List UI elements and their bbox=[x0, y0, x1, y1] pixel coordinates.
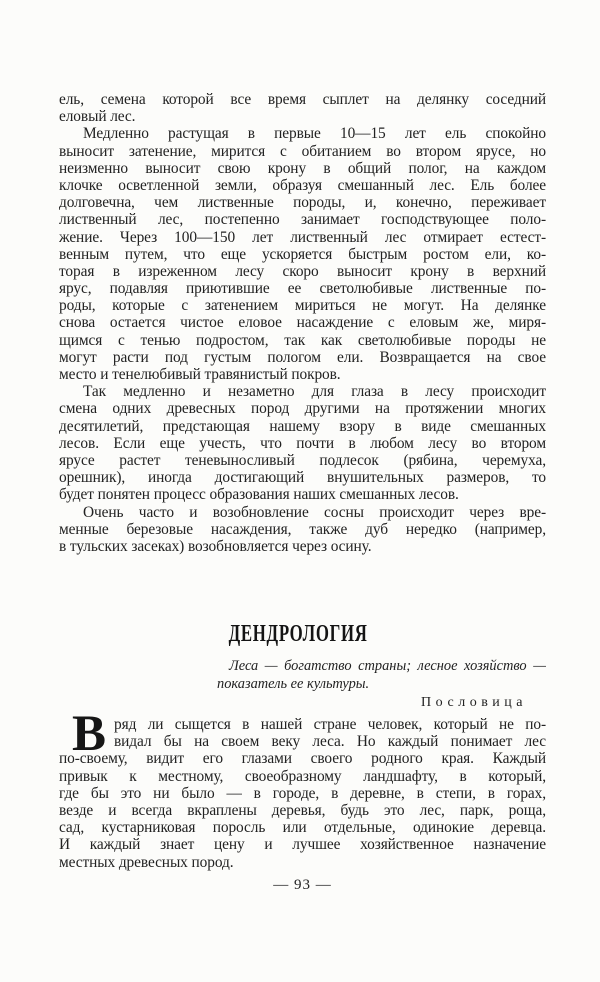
text-line: ряд ли сыщется в нашей стране человек, который не по- bbox=[114, 716, 546, 734]
text-line: в тульских засеках) возобновляется через осину. bbox=[59, 537, 372, 555]
paragraph-pine-regeneration bbox=[59, 504, 546, 556]
text-line: место и тенелюбивый травянистый покров. bbox=[59, 366, 341, 383]
text-line: ярус, подавляя приютившие ее светолюбивые лиственные по- bbox=[59, 280, 546, 298]
epigraph-line: показатель ее культуры. bbox=[217, 675, 370, 692]
text-line: везде и всегда вкраплены деревья, будь это лес, парк, роща, bbox=[59, 802, 546, 819]
text-line: привык к местному, своеобразному ландшафту, в который, bbox=[59, 767, 546, 785]
text-line: Медленно растущая в первые 10—15 лет ель спокойно bbox=[83, 125, 546, 143]
text-line: жение. Через 100—150 лет лиственный лес отмирает естест- bbox=[59, 228, 546, 246]
text-line: могут расти под густым пологом ели. Возвращается на свое bbox=[59, 348, 546, 366]
drop-cap: В bbox=[72, 706, 107, 763]
text-line: где бы это ни было — в городе, в деревне, в степи, в горах, bbox=[59, 784, 546, 802]
text-line: торая в изреженном лесу скоро выносит крону в верхний bbox=[59, 262, 546, 280]
chapter-heading: ДЕНДРОЛОГИЯ bbox=[228, 621, 368, 648]
text-line: орешник), иногда достигающий внушительных размеров, то bbox=[59, 469, 546, 487]
text-line: долговечна, чем лиственные породы, и, конечно, переживает bbox=[59, 194, 546, 212]
text-line: лесов. Если еще учесть, что почти в любом лесу во втором bbox=[59, 434, 546, 452]
text-line: видал бы на своем веку леса. Но каждый понимает лес bbox=[114, 733, 546, 751]
text-line: Очень часто и возобновление сосны происходит через вре- bbox=[83, 503, 546, 521]
text-block bbox=[59, 91, 546, 894]
text-line: десятилетий, предстающая нашему взору в виде смешанных bbox=[59, 417, 546, 435]
text-line: выносит затенение, мирится с обитанием во втором ярусе, но bbox=[59, 142, 546, 160]
text-line: менные березовые насаждения, также дуб нередко (например, bbox=[59, 520, 546, 538]
text-line: ярусе растет теневыносливый подлесок (рябина, черемуха, bbox=[59, 451, 546, 469]
text-line: будет понятен процесс образования наших смешанных лесов. bbox=[59, 486, 459, 504]
text-line: снова остается чистое еловое насаждение с еловым же, миря- bbox=[59, 314, 546, 332]
text-line: роды, которые с затенением мириться не могут. На делянке bbox=[59, 297, 546, 315]
text-line: венным путем, что еще ускоряется быстрым ростом ели, ко- bbox=[59, 245, 546, 263]
text-line: сад, кустарниковая поросль или отдельные, одинокие деревца. bbox=[59, 819, 546, 837]
text-line: И каждый знает цену и лучшее хозяйственное назначение bbox=[59, 836, 546, 854]
epigraph-attribution: Пословица bbox=[421, 695, 527, 711]
text-line: щимся с тенью подростом, так как светолюбивые породы не bbox=[59, 331, 546, 349]
epigraph bbox=[217, 658, 546, 693]
paragraph-continuation bbox=[59, 91, 546, 125]
text-line: по-своему, видит его глазами своего родного края. Каждый bbox=[59, 750, 546, 768]
page-number: — 93 — bbox=[273, 876, 332, 893]
paragraph-spruce-succession bbox=[59, 125, 546, 383]
text-line: смена одних древесных пород другими на протяжении многих bbox=[59, 400, 546, 418]
text-line: неизменно выносит свою крону в общий полог, на каждом bbox=[59, 159, 546, 177]
text-line: клочке осветленной земли, образуя смешанный лес. Ель более bbox=[59, 176, 546, 194]
text-line: лиственный лес, постепенно занимает господствующее поло- bbox=[59, 211, 546, 229]
text-line: местных древесных пород. bbox=[59, 853, 234, 871]
text-line: ель, семена которой все время сыплет на делянку соседний bbox=[59, 91, 546, 108]
opening-paragraph bbox=[59, 706, 546, 871]
text-line: еловый лес. bbox=[59, 108, 136, 126]
text-line: Так медленно и незаметно для глаза в лесу происходит bbox=[83, 383, 546, 401]
epigraph-line: Леса — богатство страны; лесное хозяйство — bbox=[229, 658, 546, 675]
paragraph-mixed-forests bbox=[59, 383, 546, 503]
